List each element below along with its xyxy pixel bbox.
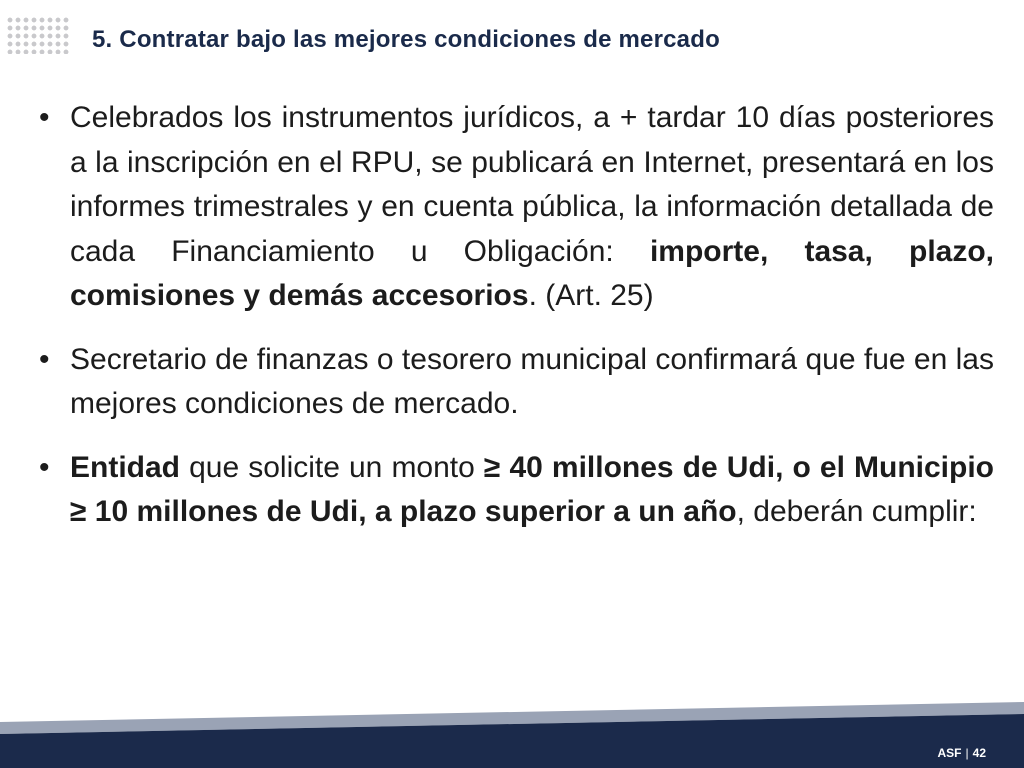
bullet-text-part: importe, tasa, plazo, comisiones y demás accesorios [70, 234, 994, 312]
footer-band [0, 696, 1024, 768]
bullet-text [70, 451, 994, 529]
footer-separator: | [965, 746, 969, 760]
bullet-item [36, 96, 994, 319]
footer-org: ASF [937, 746, 962, 760]
bullet-text-part: Secretario de finanzas o tesorero municipal confirmará que fue en las mejores condiciones de mercado. [70, 342, 994, 420]
bullet-text-part: . (Art. 25) [528, 279, 654, 312]
bullet-text-part: que solicite un monto [180, 450, 484, 484]
bullet-dot-icon: • [39, 342, 50, 376]
bullet-list [36, 96, 994, 554]
bullet-dot-icon: • [39, 101, 50, 134]
bullet-text-part: Entidad [70, 450, 180, 484]
bullet-text [70, 343, 994, 421]
bullet-text-part: , deberán cumplir: [736, 495, 977, 528]
bullet-item [36, 446, 994, 535]
bullet-dot-icon: • [39, 450, 50, 484]
slide-title: 5. Contratar bajo las mejores condiciones de mercado [92, 26, 720, 53]
footer-label [938, 746, 986, 760]
bullet-text [70, 101, 994, 312]
bullet-text-part: ≥ 40 millones de Udi, o el Municipio ≥ 10 millones de Udi, a plazo superior a un año [70, 450, 994, 528]
page-number: 42 [972, 746, 986, 760]
decorative-dot-grid [6, 16, 70, 54]
bullet-text-part: Celebrados los instrumentos jurídicos, a + tardar 10 días posteriores a la inscripción en el RPU, se publicará en Internet, presentará en los informes trimestrales y en cuenta pública, la información detallada de cada Financiamiento u Obligación: [70, 101, 994, 268]
bullet-item [36, 338, 994, 427]
